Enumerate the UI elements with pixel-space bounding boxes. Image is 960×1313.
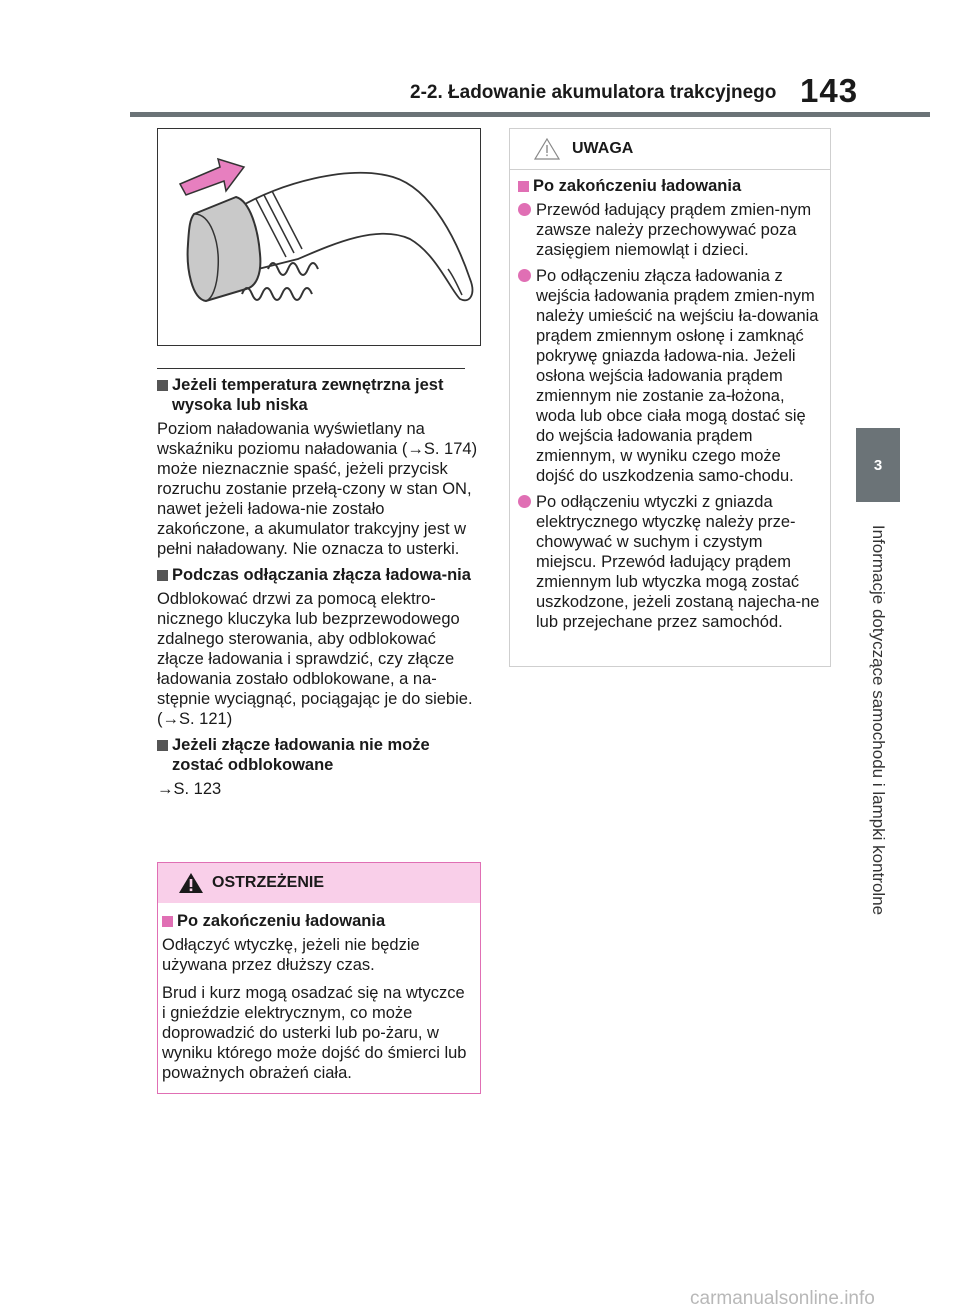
page-header-title: 2-2. Ładowanie akumulatora trakcyjnego <box>410 82 777 103</box>
section-text: Odblokować drzwi za pomocą elektro-nicznego kluczyka lub bezprzewodowego zdalnego sterowania, aby odblokować złącze ładowania i sprawdzić, czy złącze ładowania zostało odblokowane, a na-stępnie wyciągnąć, pociągając je do siebie. (→S. 121) <box>157 590 473 728</box>
round-bullet-icon <box>518 269 531 282</box>
warning-box <box>157 862 481 1094</box>
notice-bullet: Po odłączeniu złącza ładowania z wejścia ładowania prądem zmien-nym należy umieścić na wejściu ła-dowania prądem zmiennym osłonę i zamknąć pokrywę gniazda ładowa-nia. Jeżeli osłona wejścia ładowania prądem zmiennym nie zostanie za-łożona, woda lub obce ciała mogą dostać się do wejścia ładowania prądem zmiennym, w wyniku czego może dojść do uszkodzenia samo-chodu. <box>518 266 822 486</box>
notice-bullet: Przewód ładujący prądem zmien-nym zawsze należy przechowywać poza zasięgiem niemowląt i dzieci. <box>518 200 822 260</box>
push-direction-arrow-icon <box>180 159 244 195</box>
connector-front-face <box>188 197 261 301</box>
notice-body <box>510 170 830 632</box>
chapter-number: 3 <box>873 456 883 474</box>
round-bullet-icon <box>518 203 531 216</box>
notice-heading: Po zakończeniu ładowania <box>518 176 822 196</box>
square-bullet-icon <box>157 380 168 391</box>
square-bullet-icon <box>518 181 529 192</box>
warning-title: OSTRZEŻENIE <box>212 874 325 891</box>
page-number: 143 <box>800 72 859 109</box>
notice-title: UWAGA <box>572 140 634 157</box>
notice-header <box>510 129 830 170</box>
heat-wave-lines <box>242 288 312 300</box>
notice-box <box>509 128 831 667</box>
left-column <box>157 375 479 805</box>
notice-bullet: Po odłączeniu wtyczki z gniazda elektrycznego wtyczkę należy prze-chowywać w suchym i czystym miejscu. Przewód ładujący prądem zmiennym lub wtyczka mogą zostać uszkodzone, jeżeli zostaną najecha-ne lub przejechane przez samochód. <box>518 492 822 632</box>
square-bullet-icon <box>157 570 168 581</box>
section-heading: Podczas odłączania złącza ładowa-nia <box>157 565 479 585</box>
warning-triangle-icon <box>178 872 204 894</box>
watermark: carmanualsonline.info <box>690 1288 875 1309</box>
connector-drawing <box>158 129 480 345</box>
warning-paragraph: Odłączyć wtyczkę, jeżeli nie będzie używana przez dłuższy czas. <box>162 936 420 974</box>
square-bullet-icon <box>157 740 168 751</box>
chapter-tab <box>856 428 900 502</box>
charging-connector-illustration <box>157 128 481 346</box>
square-bullet-icon <box>162 916 173 927</box>
warning-header <box>158 863 480 903</box>
caution-triangle-icon <box>534 138 560 160</box>
warning-heading: Po zakończeniu ładowania <box>162 911 472 931</box>
section-text: Poziom naładowania wyświetlany na wskaźniku poziomu naładowania (→S. 174) może nieznacznie spaść, jeżeli przycisk rozruchu zostanie przełą-czony w stan ON, nawet jeżeli ładowa-nie zostało zakończone, a akumulator trakcyjny jest w pełni naładowany. Nie oznacza to usterki. <box>157 420 478 558</box>
round-bullet-icon <box>518 495 531 508</box>
warning-paragraph: Brud i kurz mogą osadzać się na wtyczce i gnieździe elektrycznym, co może doprowadzić do usterki lub po-żaru, w wyniku którego może dojść do śmierci lub poważnych obrażeń ciała. <box>162 984 467 1082</box>
section-text: →S. 123 <box>157 780 222 798</box>
section-heading: Jeżeli złącze ładowania nie może zostać odblokowane <box>157 735 479 775</box>
section-heading: Jeżeli temperatura zewnętrzna jest wysoka lub niska <box>157 375 479 415</box>
warning-body <box>158 903 480 1083</box>
chapter-side-label: Informacje dotyczące samochodu i lampki kontrolne <box>869 524 888 916</box>
figure-divider <box>157 368 465 369</box>
header-divider <box>130 112 930 117</box>
